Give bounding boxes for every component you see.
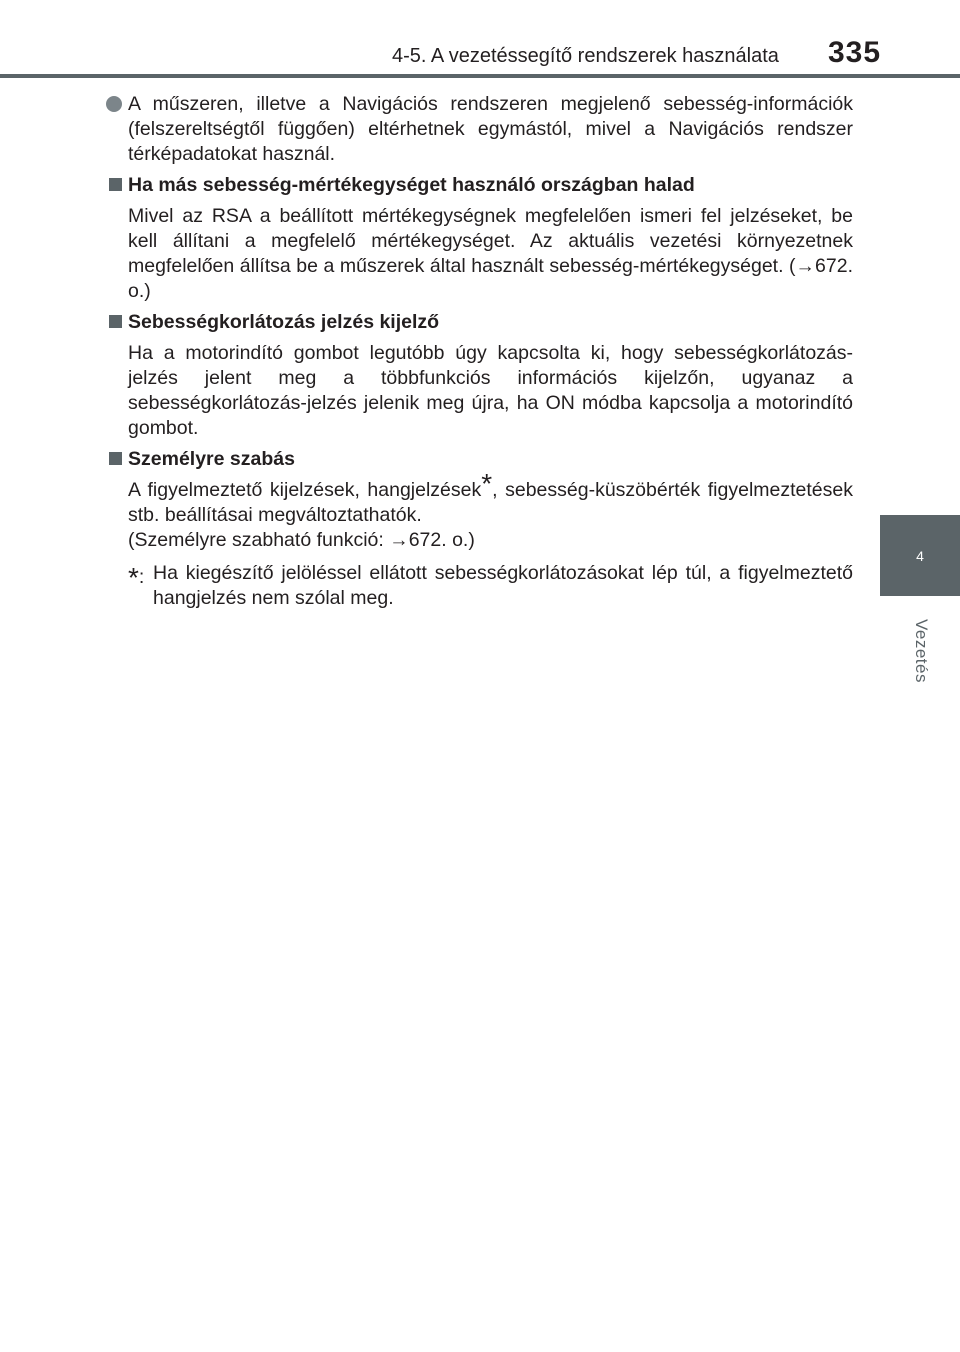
section-heading-text: Sebességkorlátozás jelzés kijelző xyxy=(128,311,440,333)
circle-bullet-icon xyxy=(106,96,122,112)
chapter-label: Vezetés xyxy=(912,619,931,683)
section-heading xyxy=(106,173,853,198)
section-body xyxy=(106,467,853,553)
footnote xyxy=(106,561,853,611)
section-heading xyxy=(106,310,853,335)
footnote-star: * xyxy=(128,562,139,593)
section-sign-display xyxy=(106,310,853,441)
page-number: 335 xyxy=(828,36,882,69)
section-unit-change xyxy=(106,173,853,304)
section-customization xyxy=(106,447,853,553)
header-rule xyxy=(0,74,960,78)
section-body-text: A figyelmeztető kijelzések, hangjelzések xyxy=(128,479,482,501)
square-bullet-icon xyxy=(109,315,122,328)
chapter-tab xyxy=(880,515,960,596)
section-heading xyxy=(106,447,853,472)
square-bullet-icon xyxy=(109,452,122,465)
intro-bullet-text: A műszeren, illetve a Navigációs rendszeren megjelenő sebesség-információk (felszereltségtől függően) eltérhetnek egymástól, mivel a Navigációs rendszer térképadatokat használ. xyxy=(128,93,853,165)
header-title: 4-5. A vezetéssegítő rendszerek használata xyxy=(392,45,779,67)
footnote-text: Ha kiegészítő jelöléssel ellátott sebességkorlátozásokat lép túl, a figyelmeztető hangjelzés nem szólal meg. xyxy=(153,562,853,609)
chapter-number: 4 xyxy=(916,547,924,564)
intro-bullet-item xyxy=(106,92,853,167)
section-body-paragraph xyxy=(128,467,853,528)
section-body: Mivel az RSA a beállított mértékegységnek megfelelően ismeri fel jelzéseket, be kell állítani a megfelelő mértékegységet. Az aktuális vezetési környezetnek megfelelően állítsa be a műszerek által használt sebesség-mértékegységet. (→672. o.) xyxy=(128,205,853,302)
page-content xyxy=(106,92,853,611)
section-heading-text: Személyre szabás xyxy=(128,448,295,470)
section-body-reference: (Személyre szabható funkció: →672. o.) xyxy=(128,529,475,551)
section-heading-text: Ha más sebesség-mértékegységet használó országban halad xyxy=(128,174,695,196)
section-body: Ha a motorindító gombot legutóbb úgy kapcsolta ki, hogy sebességkorlátozás-jelzés jelent meg a többfunkciós információs kijelzőn, ugyanaz a sebességkorlátozás-jelzés jelenik meg újra, ha ON módba kapcsolja a motorindító gombot. xyxy=(128,342,853,439)
section-body-text: , sebesség-küszöbérték figyelmeztetések stb. beállításai megváltoztathatók. xyxy=(128,479,853,526)
footnote-colon: : xyxy=(138,566,145,588)
footnote-reference-star: * xyxy=(481,467,493,499)
square-bullet-icon xyxy=(109,178,122,191)
footnote-mark xyxy=(128,561,145,593)
